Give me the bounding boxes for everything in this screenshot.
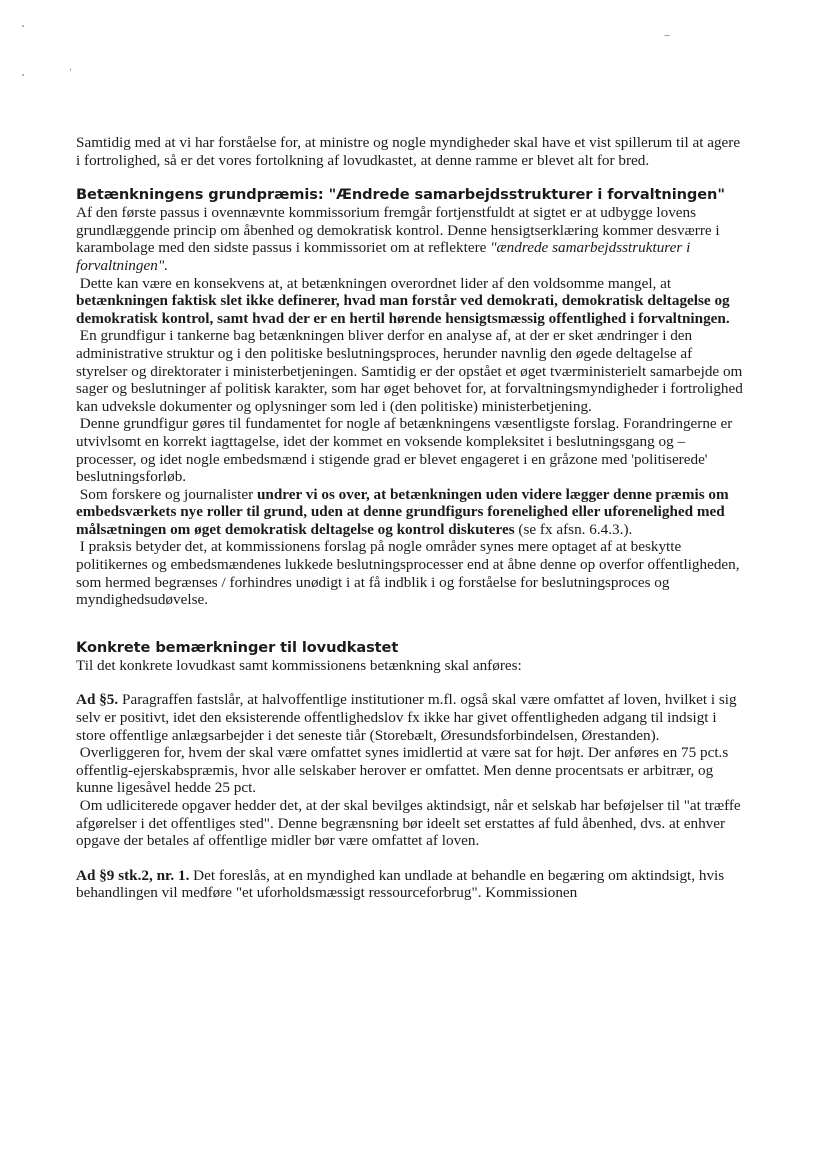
scan-speck (22, 74, 24, 76)
section-heading-premise: Betænkningens grundpræmis: "Ændrede samarbejdsstrukturer i forvaltningen" (76, 186, 725, 204)
premise-paragraph-5: Som forskere og journalister undrer vi os over, at betænkningen uden videre lægger denne præmis om embedsværkets nye roller til grund, uden at denne grundfigurs forenelighed eller uforenelighed med målsætningen om øget demokratisk deltagelse og kontrol diskuteres (se fx afsn. 6.4.3.). (76, 485, 729, 538)
premise-paragraph-6: I praksis betyder det, at kommissionens forslag på nogle områder synes mere optaget af at beskytte politikernes og embedsmændenes lukkede beslutningsprocesser end at åbne denne op overfor offentligheden, som hermed begrænses / forhindres unødigt i at få indblik i og forståelse for beslutningsproces og myndighedsudøvelse. (76, 538, 740, 609)
premise-paragraph-3: En grundfigur i tankerne bag betænkningen bliver derfor en analyse af, at der er sket ændringer i den administrative struktur og i den politiske beslutningsproces, herunder navnlig den øgede deltagelse af styrelser og direktorater i ministerbetjeningen. Samtidig er der opstået et øget tværministerielt samarbejde om sager og beslutninger af politisk karakter, som har øget behovet for, at forvaltningsmyndigheder i fortrolighed kan udveksle dokumenter og oplysninger som led i (den politiske) ministerbetjening. (76, 327, 743, 415)
premise-paragraph-2: Dette kan være en konsekvens at, at betænkningen overordnet lider af den voldsomme mangel, at betænkningen faktisk slet ikke definerer, hvad man forstår ved demokrati, demokratisk deltagelse og demokratisk kontrol, samt hvad der er en hertil hørende hensigtsmæssig offentlighed i forvaltningen. (76, 274, 730, 327)
ad9-paragraph: Ad §9 stk.2, nr. 1. Det foreslås, at en myndighed kan undlade at behandle en begæring om aktindsigt, hvis behandlingen vil medføre "et uforholdsmæssigt ressourceforbrug". Kommissionen (76, 866, 725, 902)
ad5-paragraph-3: Om udliciterede opgaver hedder det, at der skal bevilges aktindsigt, når et selskab har beføjelser til "at træffe afgørelser i det offentliges sted". Denne begrænsning bør ideelt set erstattes af fuld åbenhed, dvs. at enhver opgave der betales af offentlige midler bør være omfattet af loven. (76, 797, 741, 850)
document-page (76, 134, 744, 902)
scan-speck (22, 25, 24, 27)
scan-speck (664, 35, 670, 36)
section-heading-remarks: Konkrete bemærkninger til lovudkastet (76, 638, 399, 656)
premise-paragraph-1: Af den første passus i ovennævnte kommissorium fremgår fortjenstfuldt at sigtet er at udbygge lovens grundlæggende princip om åbenhed og demokratisk kontrol. Denne hensigtserklæring kommer desværre i karambolage med den sidste passus i kommissoriet om at reflektere "ændrede samarbejdsstrukturer i forvaltningen". (76, 204, 720, 274)
intro-paragraph: Samtidig med at vi har forståelse for, at ministre og nogle myndigheder skal have et vist spillerum til at agere i fortrolighed, så er det vores fortolkning af lovudkastet, at denne ramme er blevet alt for bred. (76, 134, 741, 169)
remarks-intro: Til det konkrete lovudkast samt kommissionens betænkning skal anføres: (76, 656, 522, 674)
premise-paragraph-4: Denne grundfigur gøres til fundamentet for nogle af betænkningens væsentligste forslag. Forandringerne er utvivlsomt en korrekt iagttagelse, idet der kommet en voksende kompleksitet i beslutningsgang og –processer, og idet nogle embedsmænd i stigende grad er blevet engageret i en gråzone med 'politiserede' beslutningsforløb. (76, 415, 733, 486)
ad5-paragraph-2: Overliggeren for, hvem der skal være omfattet synes imidlertid at være sat for højt. Der anføres en 75 pct.s offentlig-ejerskabspræmis, hvor alle selskaber herover er omfattet. Men denne procentsats er arbitrær, og kunne ligesåvel hedde 25 pct. (76, 744, 729, 797)
scan-speck (70, 68, 71, 71)
ad5-paragraph-1: Ad §5. Paragraffen fastslår, at halvoffentlige institutioner m.fl. også skal være omfattet af loven, hvilket i sig selv er positivt, idet den eksisterende offentlighedslov fx ikke har givet offentligheden adgang til indsigt i store offentlige anlægsarbejder i det seneste tiår (Storebælt, Øresundsforbindelsen, Ørestanden). (76, 691, 737, 744)
